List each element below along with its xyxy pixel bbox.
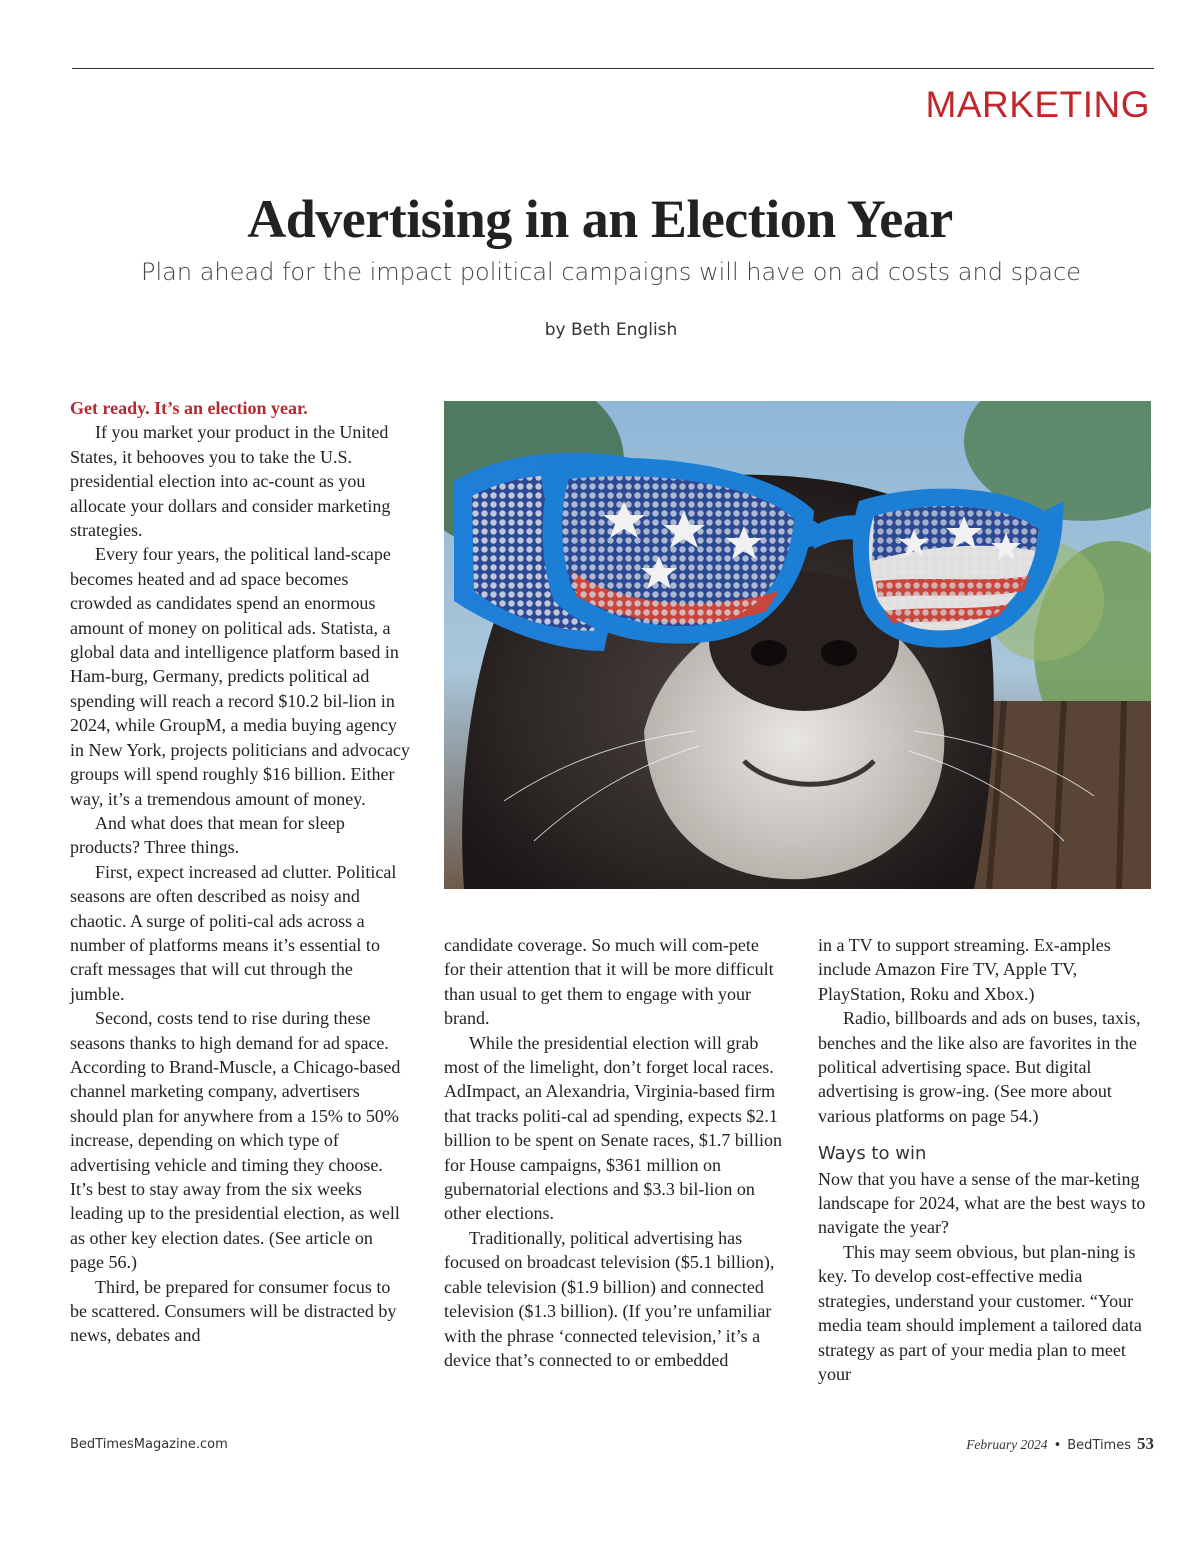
paragraph: If you market your product in the United States, it behooves you to take the U.S. presidential election into ac-count as you allocate your dollars and consider marketing strategies. xyxy=(70,422,391,541)
paragraph: Second, costs tend to rise during these seasons thanks to high demand for ad space. According to Brand-Muscle, a Chicago-based channel marketing company, advertisers should plan for anywhere from a 15% to 50% increase, depending on which type of advertising vehicle and timing they choose. It’s best to stay away from the six weeks leading up to the presidential election, as well as other key election dates. (See article on page 56.) xyxy=(70,1008,401,1273)
paragraph: And what does that mean for sleep products? Three things. xyxy=(70,812,345,858)
subheadline: Plan ahead for the impact political campaigns will have on ad costs and space xyxy=(141,258,1081,286)
paragraph: candidate coverage. So much will com-pete for their attention that it will be more difficult than usual to get them to engage with your brand. xyxy=(444,935,774,1029)
byline: by Beth English xyxy=(544,320,678,340)
top-rule xyxy=(72,68,1154,69)
footer-website: BedTimesMagazine.com xyxy=(70,1437,228,1452)
footer-folio xyxy=(966,1434,1154,1454)
paragraph: Radio, billboards and ads on buses, taxis, benches and the like also are favorites in the political advertising space. But digital advertising is grow-ing. (See more about various platforms on page 54.) xyxy=(818,1008,1141,1126)
paragraph: This may seem obvious, but plan-ning is key. To develop cost-effective media strategies, understand your customer. “Your media team should implement a tailored data strategy as part of your media plan to meet your xyxy=(818,1241,1142,1384)
body-column-1 xyxy=(70,396,410,1348)
paragraph: First, expect increased ad clutter. Political seasons are often described as noisy and chaotic. A surge of politi-cal ads across a number of platforms means it’s essential to craft messages that will cut through the jumble. xyxy=(70,861,397,1004)
paragraph: Every four years, the political land-scape becomes heated and ad space becomes crowded as candidates spend an enormous amount of money on political ads. Statista, a global data and intelligence platform based in Ham-burg, Germany, predicts political ad spending will reach a record $10.2 bil-lion in 2024, while GroupM, a media buying agency in New York, projects politicians and advocacy groups will spend roughly $16 billion. Either way, it’s a tremendous amount of money. xyxy=(70,544,410,809)
section-label: MARKETING xyxy=(925,84,1150,125)
footer-magazine-name: BedTimes xyxy=(1067,1438,1131,1453)
headline: Advertising in an Election Year xyxy=(247,189,953,249)
page-number: 53 xyxy=(1137,1434,1154,1453)
lead-in: Get ready. It’s an election year. xyxy=(70,398,308,418)
section-subheading: Ways to win xyxy=(818,1143,927,1165)
footer-separator: • xyxy=(1053,1438,1062,1453)
paragraph: Traditionally, political advertising has focused on broadcast television ($5.1 billion), cable television ($1.9 billion) and connected television ($1.3 billion). (If you’re unfamiliar with the phrase ‘connected television,’ it’s a device that’s connected to or embedded xyxy=(444,1227,775,1370)
footer-issue-date: February 2024 xyxy=(966,1437,1048,1452)
body-column-3 xyxy=(818,933,1158,1386)
paragraph: While the presidential election will grab most of the limelight, don’t forget local races. AdImpact, an Alexandria, Virginia-based firm that tracks politi-cal ad spending, expects $2.1 billion to be spent on Senate races, $1.7 billion for House campaigns, $361 million on gubernatorial elections and $3.3 bil-lion on other elections. xyxy=(444,1032,782,1224)
paragraph: Now that you have a sense of the mar-keting landscape for 2024, what are the best ways to navigate the year? xyxy=(818,1168,1146,1238)
paragraph: Third, be prepared for consumer focus to be scattered. Consumers will be distracted by news, debates and xyxy=(70,1276,397,1346)
paragraph: in a TV to support streaming. Ex-amples include Amazon Fire TV, Apple TV, PlayStation, Roku and Xbox.) xyxy=(818,935,1111,1004)
dog-sunglasses-photo xyxy=(444,401,1151,889)
body-column-2 xyxy=(444,933,784,1372)
